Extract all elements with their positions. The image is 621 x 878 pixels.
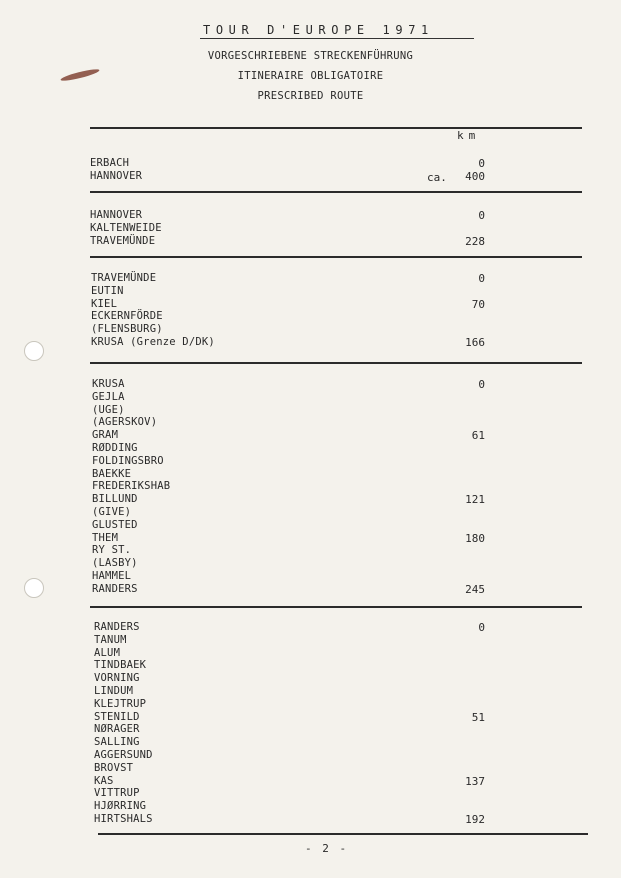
section-rule bbox=[90, 362, 582, 364]
route-place: KIEL bbox=[91, 297, 118, 310]
route-place: STENILD bbox=[94, 710, 140, 723]
section-rule bbox=[90, 191, 582, 193]
route-place: RANDERS bbox=[94, 621, 140, 633]
km-value: 400 bbox=[465, 169, 485, 183]
route-place: HANNOVER bbox=[90, 209, 143, 221]
route-place: ERBACH bbox=[90, 157, 130, 169]
km-value: 51 bbox=[471, 710, 485, 724]
route-place: LINDUM bbox=[94, 685, 134, 697]
route-place: RØDDING bbox=[92, 442, 138, 454]
title-underline bbox=[200, 38, 474, 39]
route-place: VORNING bbox=[94, 672, 140, 685]
route-place: VITTRUP bbox=[94, 787, 140, 800]
page-number: - 2 - bbox=[305, 842, 349, 855]
punch-hole bbox=[24, 341, 44, 361]
route-place: EUTIN bbox=[91, 284, 124, 297]
route-place: HJØRRING bbox=[94, 800, 147, 813]
route-place: TRAVEMÜNDE bbox=[91, 272, 157, 284]
route-place: (LASBY) bbox=[92, 557, 138, 570]
route-place: (UGE) bbox=[92, 403, 125, 416]
route-place: FREDERIKSHAB bbox=[92, 480, 171, 493]
route-place: TANUM bbox=[94, 633, 127, 646]
route-place: RANDERS bbox=[92, 582, 138, 595]
route-place: AGGERSUND bbox=[94, 749, 153, 761]
subtitle-english: PRESCRIBED ROUTE bbox=[257, 90, 364, 102]
section-rule bbox=[90, 127, 582, 129]
route-place: BAEKKE bbox=[92, 467, 132, 480]
subtitle-german: VORGESCHRIEBENE STRECKENFÜHRUNG bbox=[207, 50, 414, 62]
route-place: SALLING bbox=[94, 736, 140, 749]
route-place: KAS bbox=[94, 774, 114, 787]
page-title: TOUR D'EUROPE 1971 bbox=[203, 23, 434, 37]
route-place: KLEJTRUP bbox=[94, 697, 147, 710]
route-place: BROVST bbox=[94, 761, 134, 774]
route-place: TRAVEMÜNDE bbox=[90, 234, 156, 247]
route-place: (FLENSBURG) bbox=[91, 323, 163, 336]
punch-hole bbox=[24, 578, 44, 598]
km-value: 0 bbox=[478, 378, 485, 391]
route-place: TINDBAEK bbox=[94, 659, 147, 672]
km-value: 70 bbox=[471, 297, 485, 311]
km-value: 0 bbox=[478, 621, 485, 634]
km-value: 228 bbox=[465, 234, 485, 248]
route-place: BILLUND bbox=[92, 493, 138, 506]
subtitle-french: ITINERAIRE OBLIGATOIRE bbox=[237, 70, 384, 82]
route-place: HAMMEL bbox=[92, 570, 132, 582]
route-place: (GIVE) bbox=[92, 506, 132, 518]
km-value: 121 bbox=[465, 493, 485, 507]
km-value: 180 bbox=[465, 531, 485, 545]
route-place: HIRTSHALS bbox=[94, 813, 153, 825]
route-place: KRUSA bbox=[92, 378, 125, 390]
km-value: 192 bbox=[465, 813, 485, 826]
km-value: 0 bbox=[478, 157, 485, 170]
km-column-header: km bbox=[457, 129, 481, 142]
route-place: GEJLA bbox=[92, 390, 125, 403]
route-place: KRUSA (Grenze D/DK) bbox=[91, 336, 215, 348]
route-place: KALTENWEIDE bbox=[90, 221, 162, 234]
km-value: 166 bbox=[465, 336, 485, 349]
km-value: 0 bbox=[478, 209, 485, 222]
route-place: HANNOVER bbox=[90, 169, 143, 182]
route-place: GRAM bbox=[92, 429, 119, 442]
section-rule bbox=[90, 256, 582, 258]
route-place: RY ST. bbox=[92, 544, 132, 557]
route-place: FOLDINGSBRO bbox=[92, 454, 164, 467]
footer-rule bbox=[98, 833, 588, 835]
km-value: 61 bbox=[471, 429, 485, 443]
route-place: GLUSTED bbox=[92, 518, 138, 531]
route-place: (AGERSKOV) bbox=[92, 416, 158, 429]
km-value: 245 bbox=[465, 582, 485, 596]
route-place: ECKERNFÖRDE bbox=[91, 310, 163, 323]
km-approx-prefix: ca. bbox=[427, 170, 447, 184]
km-value: 0 bbox=[478, 272, 485, 285]
route-place: NØRAGER bbox=[94, 723, 140, 736]
km-value: 137 bbox=[465, 774, 485, 788]
section-rule bbox=[90, 606, 582, 608]
route-place: THEM bbox=[92, 531, 119, 544]
route-place: ALUM bbox=[94, 646, 121, 659]
